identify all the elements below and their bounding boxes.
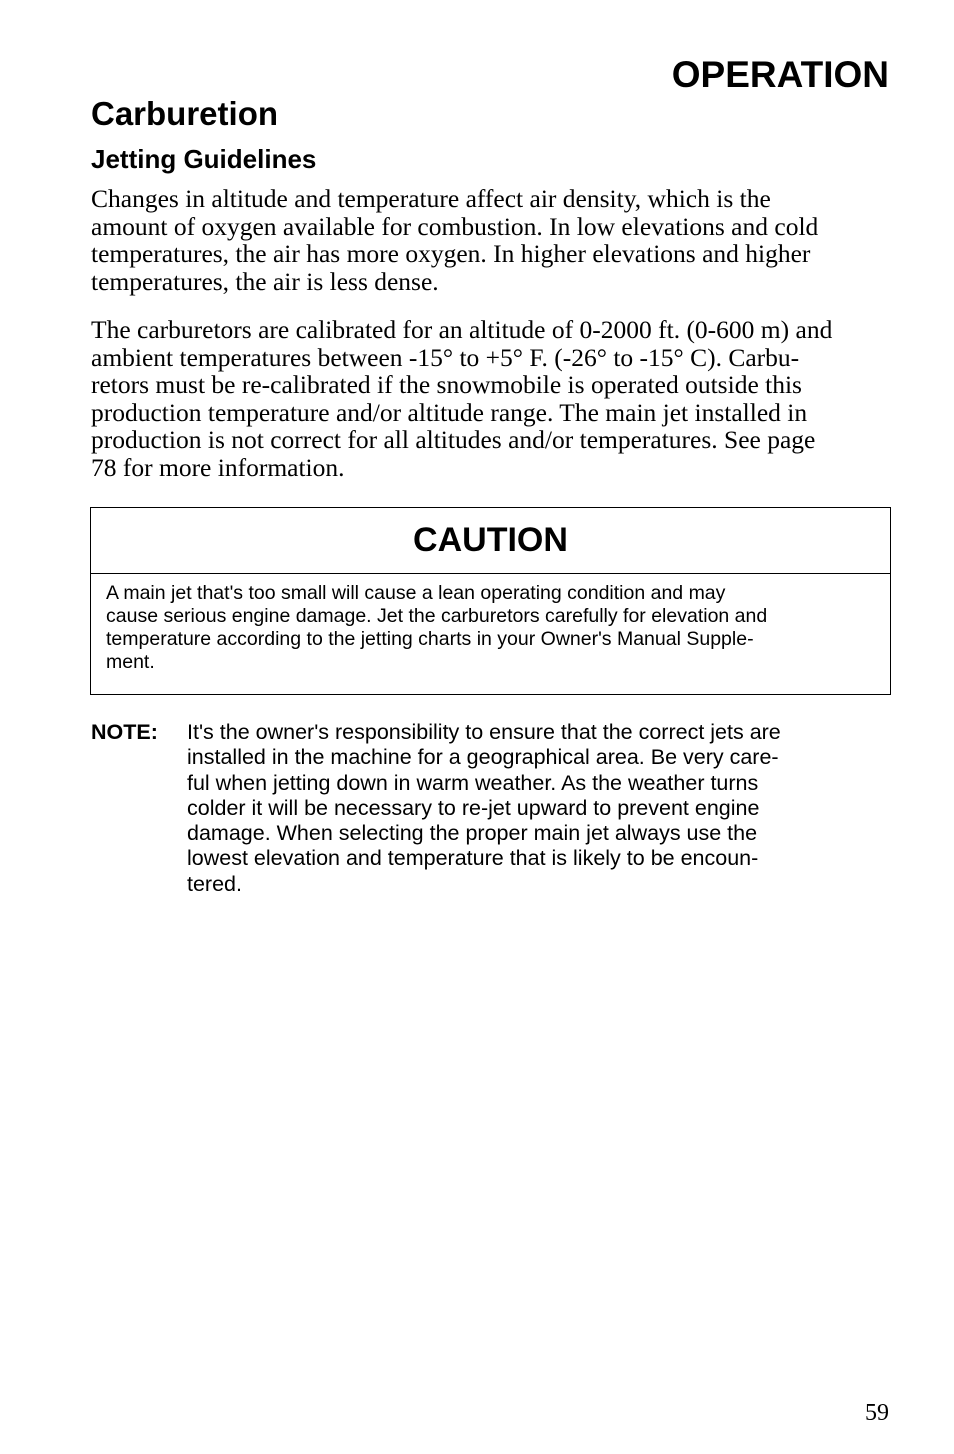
section-subtitle: Jetting Guidelines <box>91 144 317 174</box>
note-text: It's the owner's responsibility to ensure that the correct jets are installed in the machine for a geographical area. Be very care- ful when jetting down in warm weather. As the weather turns colder it will be necessary to re-jet upward to prevent engine damage. When selecting the proper main jet always use the lowest elevation and temperature that is likely to be encoun- tered. <box>187 720 781 896</box>
note-label: NOTE: <box>91 720 158 744</box>
body-paragraph-air-density: Changes in altitude and temperature affect air density, which is the amount of oxygen available for combustion. In low elevations and cold temperatures, the air has more oxygen. In higher elevations and higher temperatures, the air is less dense. <box>91 184 819 296</box>
section-header: OPERATION <box>671 54 889 95</box>
page-number: 59 <box>865 1400 889 1426</box>
caution-text: A main jet that's too small will cause a lean operating condition and may cause serious engine damage. Jet the carburetors carefully for elevation and temperature according to the jetting charts in your Owner's Manual Supple- ment. <box>106 582 768 673</box>
caution-title: CAUTION <box>413 521 568 559</box>
caution-header <box>91 508 890 574</box>
caution-box <box>90 507 891 695</box>
page-title: Carburetion <box>91 95 279 132</box>
body-paragraph-calibration: The carburetors are calibrated for an altitude of 0-2000 ft. (0-600 m) and ambient temperatures between -15° to +5° F. (-26° to -15° C). Carbu- retors must be re-calibrated if the snowmobile is operated outside this production temperature and/or altitude range. The main jet installed in production is not correct for all altitudes and/or temperatures. See page 78 for more information. <box>91 315 833 482</box>
